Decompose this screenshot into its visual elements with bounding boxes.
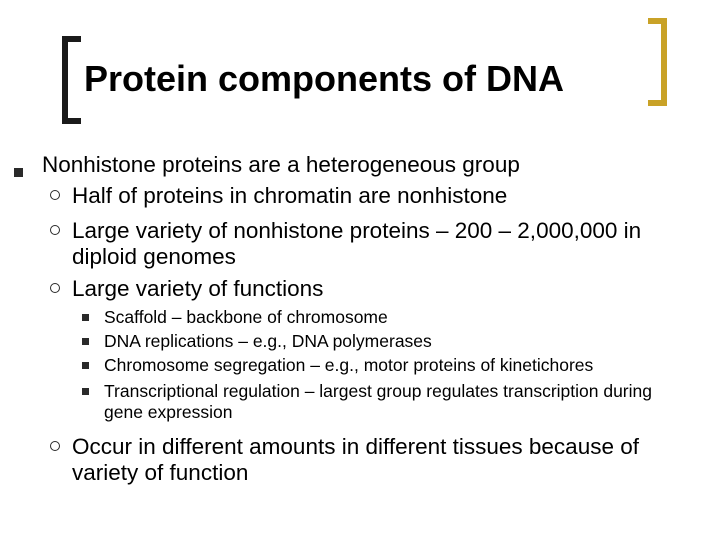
sub-point-2: Large variety of nonhistone proteins – 200 – 2,000,000 in diploid genomes [72, 218, 642, 269]
sub-point-4: Occur in different amounts in different tissues because of variety of function [72, 434, 639, 485]
main-point: Nonhistone proteins are a heterogeneous group [42, 152, 520, 177]
title-bracket-right [648, 18, 667, 106]
sub-point-3: Large variety of functions [72, 276, 324, 301]
circle-bullet-icon [50, 283, 60, 293]
title-bracket-left [62, 36, 81, 124]
function-item-2: DNA replications – e.g., DNA polymerases [104, 331, 432, 351]
function-item-1: Scaffold – backbone of chromosome [104, 307, 388, 327]
circle-bullet-icon [50, 441, 60, 451]
function-item-4: Transcriptional regulation – largest group regulates transcription during gene expression [104, 381, 652, 422]
sub-point-1: Half of proteins in chromatin are nonhistone [72, 183, 508, 208]
circle-bullet-icon [50, 225, 60, 235]
circle-bullet-icon [50, 190, 60, 200]
square-bullet-icon [82, 338, 89, 345]
slide-title: Protein components of DNA [84, 58, 565, 99]
square-bullet-icon [14, 168, 23, 177]
square-bullet-icon [82, 314, 89, 321]
function-item-3: Chromosome segregation – e.g., motor proteins of kinetichores [104, 355, 594, 375]
square-bullet-icon [82, 362, 89, 369]
square-bullet-icon [82, 388, 89, 395]
